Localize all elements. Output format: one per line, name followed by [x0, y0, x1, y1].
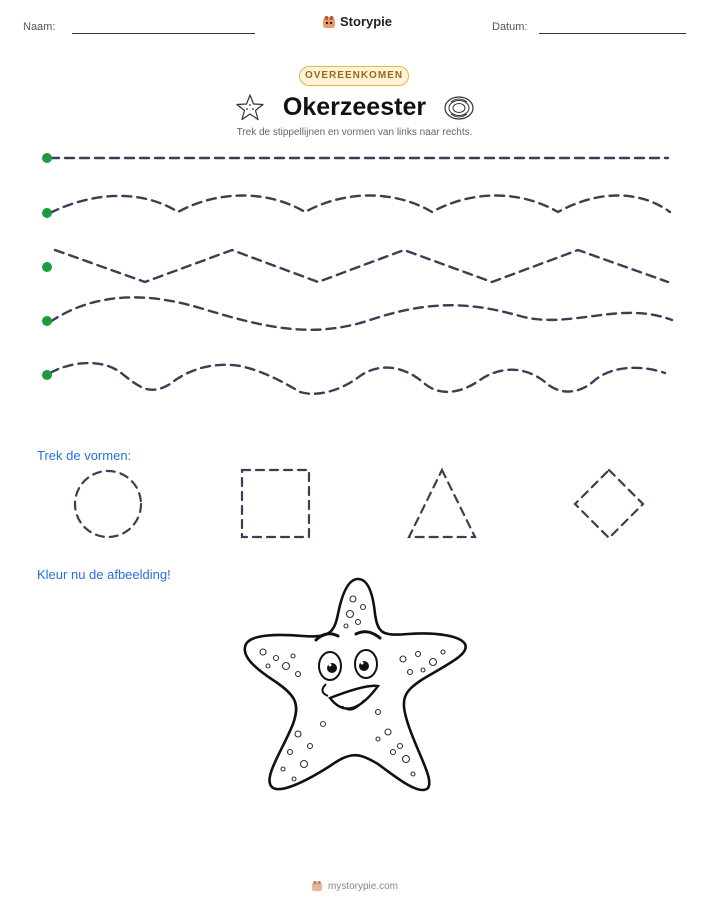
brand-logo	[322, 14, 392, 29]
trace-line-gentle-wave[interactable]	[50, 196, 670, 214]
color-heading: Kleur nu de afbeelding!	[37, 567, 171, 582]
start-dot	[42, 262, 52, 272]
trace-triangle[interactable]	[409, 470, 475, 537]
trace-line-zigzag[interactable]	[55, 250, 668, 282]
date-field[interactable]	[539, 33, 686, 34]
instructions: Trek de stippellijnen en vormen van links naar rechts.	[236, 127, 473, 138]
start-dot	[42, 208, 52, 218]
date-label: Datum:	[492, 21, 528, 33]
trace-square[interactable]	[242, 470, 309, 537]
shapes-row	[0, 462, 709, 552]
tracing-lines	[0, 140, 709, 400]
shell-outline-icon	[442, 94, 476, 122]
trace-diamond[interactable]	[575, 470, 643, 538]
starfish-coloring-image[interactable]	[238, 574, 476, 796]
start-dot	[42, 316, 52, 326]
trace-line-deep-wave[interactable]	[50, 363, 665, 394]
trace-line-wave[interactable]	[50, 297, 672, 329]
trace-circle[interactable]	[75, 471, 141, 537]
storypie-logo-icon	[311, 880, 323, 892]
storypie-logo-icon	[322, 15, 336, 29]
page-title: Okerzeester	[282, 93, 427, 121]
name-label: Naam:	[23, 21, 56, 33]
start-dot	[42, 153, 52, 163]
footer	[0, 880, 709, 892]
name-field[interactable]	[72, 33, 255, 34]
category-badge: OVEREENKOMEN	[299, 66, 409, 86]
brand-name: Storypie	[340, 14, 393, 29]
start-dot	[42, 370, 52, 380]
footer-url[interactable]: mystorypie.com	[327, 880, 398, 892]
shapes-heading: Trek de vormen:	[37, 448, 132, 463]
